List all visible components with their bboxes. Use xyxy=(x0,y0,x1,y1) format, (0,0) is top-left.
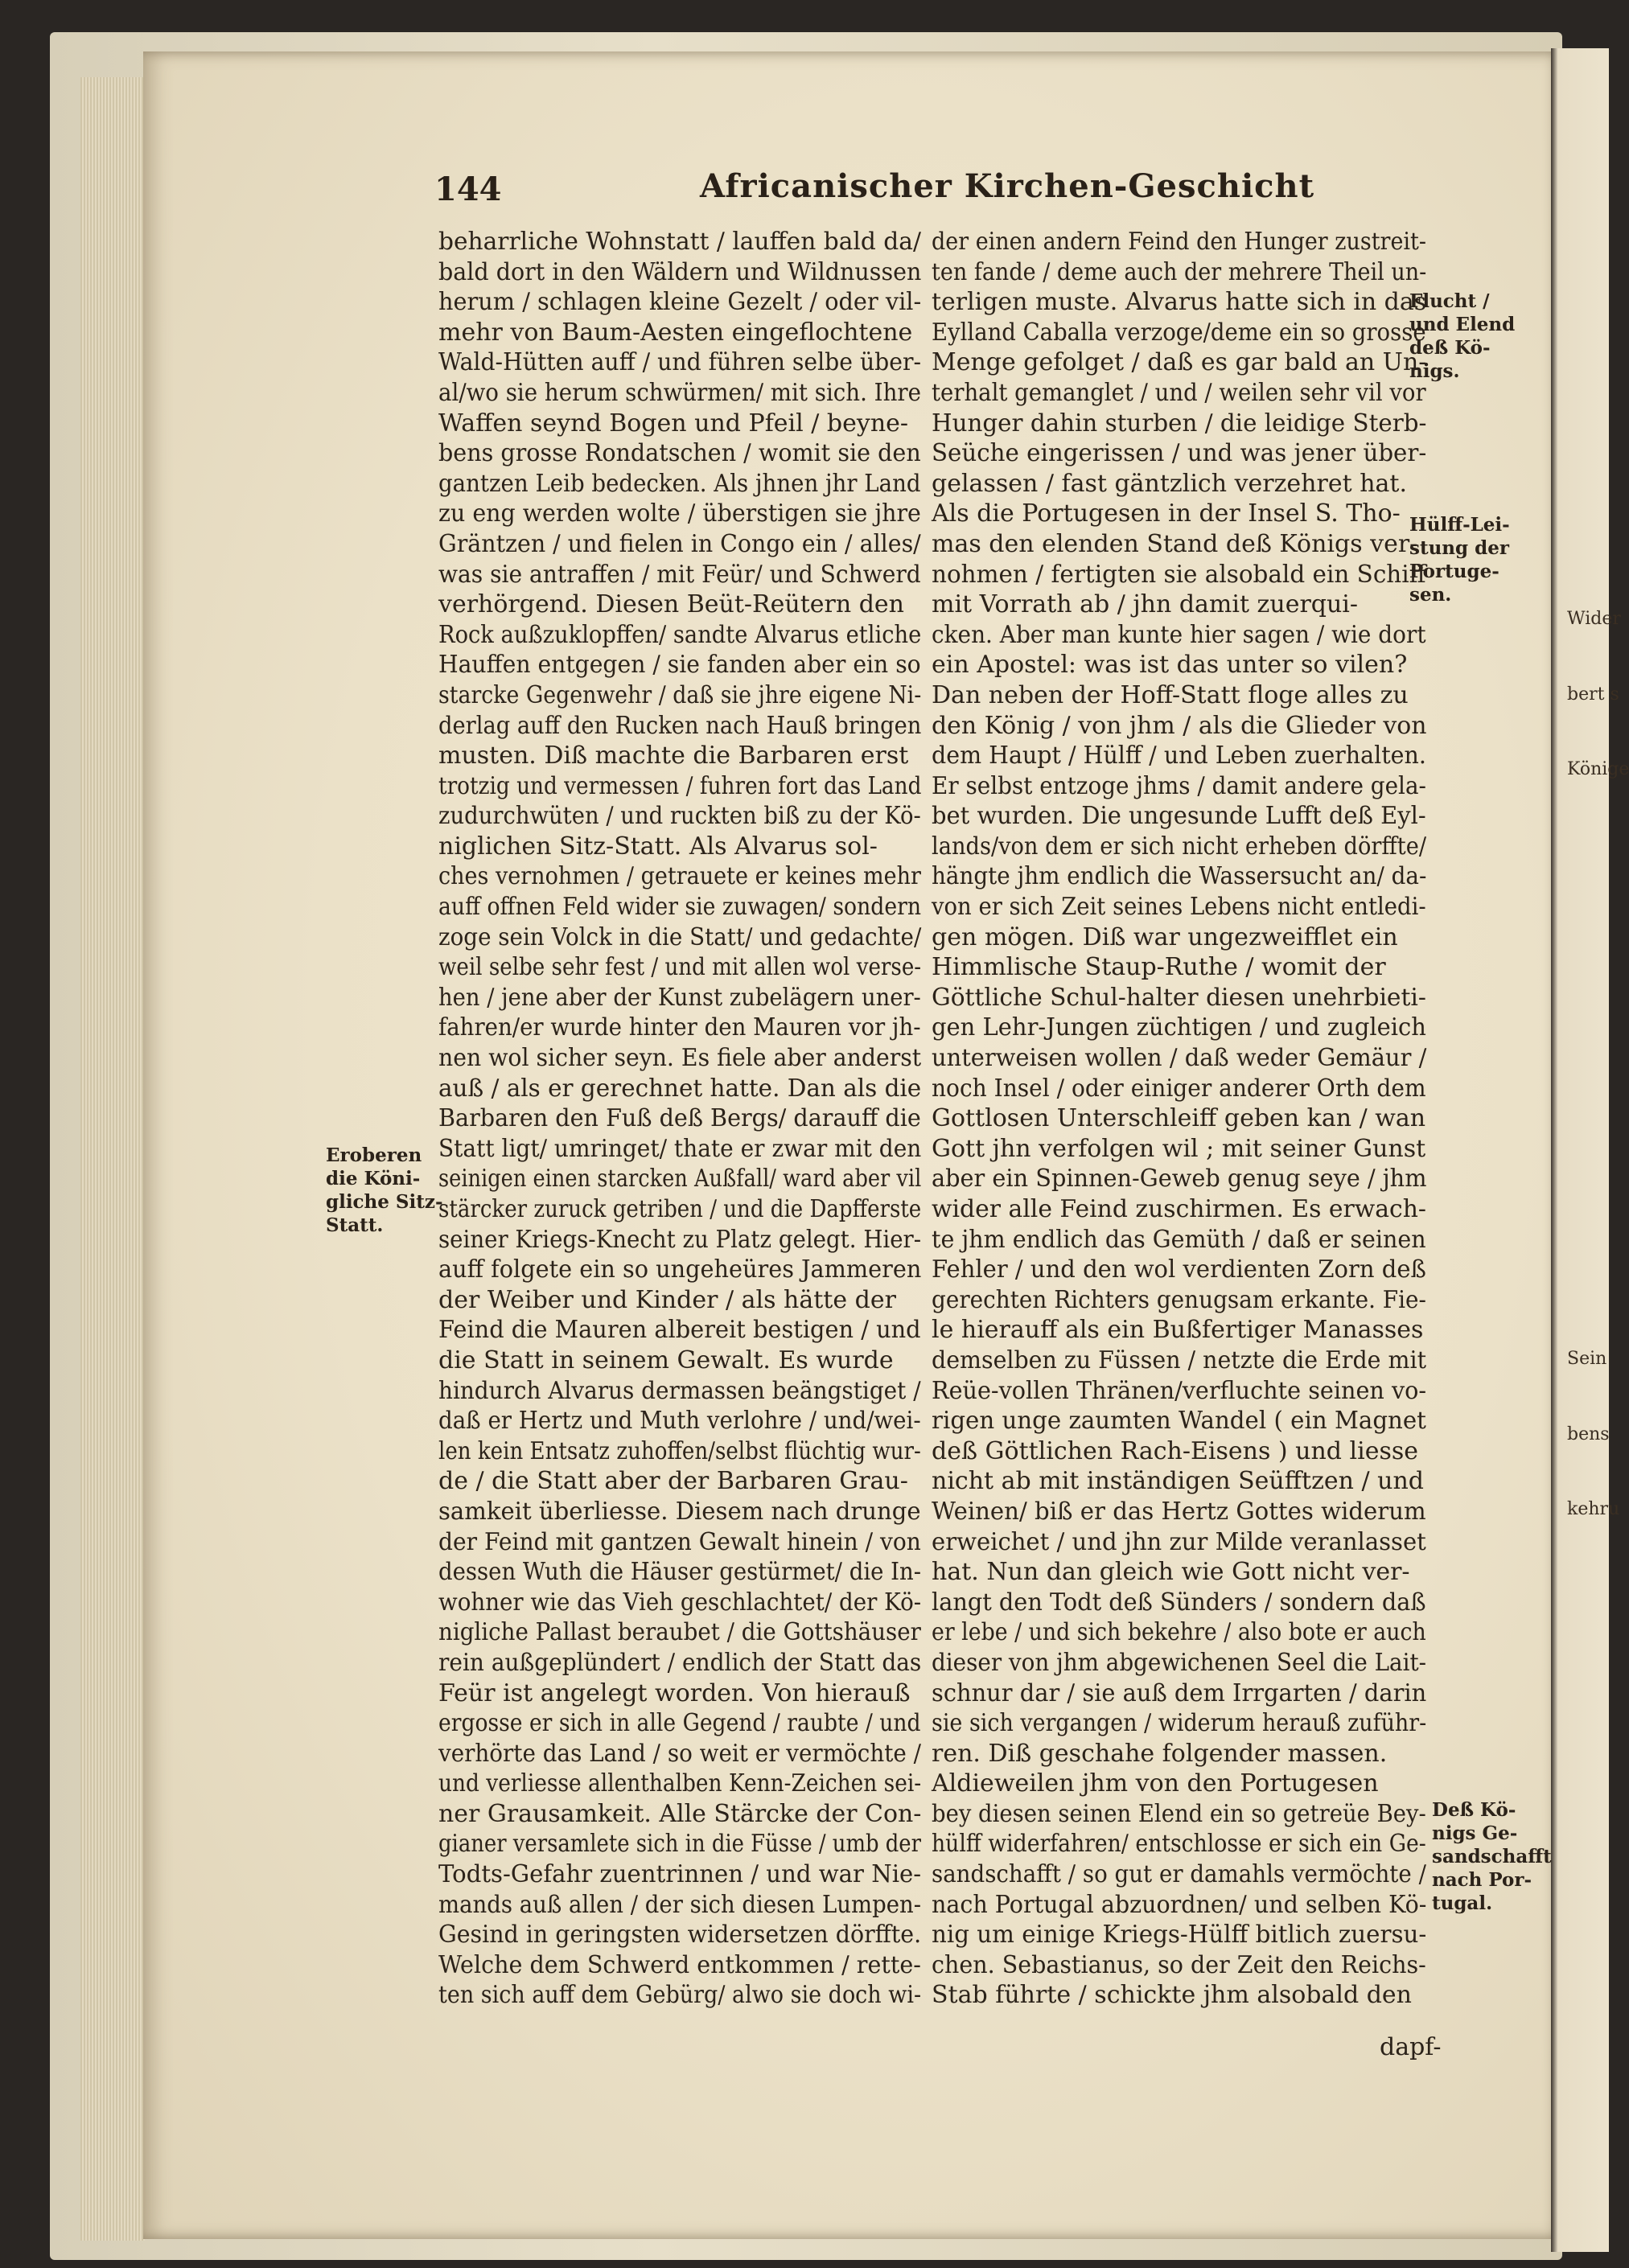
margin-note-line: nach Por- xyxy=(1432,1869,1532,1891)
text-line: nig um einige Kriegs-Hülff bitlich zuersu- xyxy=(932,1921,1427,1950)
text-line: die Statt in seinem Gewalt. Es wurde xyxy=(438,1346,894,1374)
fragment-line: bert s xyxy=(1567,684,1619,705)
text-line: Aldieweilen jhm von den Portugesen xyxy=(932,1769,1379,1798)
running-title: Africanischer Kirchen-Geschicht xyxy=(700,167,1315,205)
text-line: sandschafft / so gut er damahls vermöchte / xyxy=(932,1860,1426,1889)
text-line: herum / schlagen kleine Gezelt / oder vil- xyxy=(438,288,922,317)
margin-note-line: sen. xyxy=(1409,584,1452,606)
margin-note-huelff xyxy=(1409,513,1510,606)
text-line: zoge sein Volck in die Statt/ und gedachte/ xyxy=(438,922,922,951)
text-line: Feür ist angelegt worden. Von hierauß xyxy=(438,1678,911,1707)
text-line: und verliesse allenthalben Kenn-Zeichen sei- xyxy=(438,1769,922,1798)
text-line: niglichen Sitz-Statt. Als Alvarus sol- xyxy=(438,832,878,861)
text-line: musten. Diß machte die Barbaren erst xyxy=(438,742,909,770)
margin-note-line: Deß Kö- xyxy=(1432,1799,1516,1821)
text-line: ren. Diß geschahe folgender massen. xyxy=(932,1739,1388,1768)
text-line: Todts-Gefahr zuentrinnen / und war Nie- xyxy=(438,1860,922,1889)
next-page-fragment-top xyxy=(1567,563,1629,834)
text-line: gantzen Leib bedecken. Als jhnen jhr Land xyxy=(438,469,921,498)
text-line: mehr von Baum-Aesten eingeflochtene xyxy=(438,318,913,347)
text-line: hängte jhm endlich die Wassersucht an/ da- xyxy=(932,862,1427,891)
margin-note-line: gliche Sitz- xyxy=(326,1191,443,1213)
text-line: bens grosse Rondatschen / womit sie den xyxy=(438,439,921,468)
text-line: mit Vorrath ab / jhn damit zuerqui- xyxy=(932,590,1359,619)
text-line: Seüche eingerissen / und was jener über- xyxy=(932,439,1427,468)
text-line: nach Portugal abzuordnen/ und selben Kö- xyxy=(932,1890,1427,1919)
text-line: nigliche Pallast beraubet / die Gottshäuser xyxy=(438,1618,921,1647)
text-line: seinigen einen starcken Außfall/ ward aber vil xyxy=(438,1165,922,1194)
text-line: terhalt gemanglet / und / weilen sehr vil vor xyxy=(932,378,1426,407)
margin-note-eroberen xyxy=(326,1144,443,1237)
text-line: gen mögen. Diß war ungezweifflet ein xyxy=(932,922,1398,951)
margin-note-line: die Köni- xyxy=(326,1168,421,1189)
text-line: Gottlosen Unterschleiff geben kan / wan xyxy=(932,1104,1426,1133)
text-line: von er sich Zeit seines Lebens nicht entledi- xyxy=(932,893,1426,922)
text-line: weil selbe sehr fest / und mit allen wol verse- xyxy=(438,953,922,982)
text-line: gianer versamlete sich in die Füsse / umb der xyxy=(438,1830,921,1859)
margin-note-line: Hülff-Lei- xyxy=(1409,514,1510,536)
text-line: verhörte das Land / so weit er vermöchte / xyxy=(438,1739,922,1768)
text-line: Stab führte / schickte jhm alsobald den xyxy=(932,1981,1412,2010)
text-line: dem Haupt / Hülff / und Leben zuerhalten. xyxy=(932,742,1426,770)
fragment-line: kehru xyxy=(1567,1499,1620,1520)
page-number: 144 xyxy=(434,171,502,208)
fragment-line: Sein xyxy=(1567,1349,1607,1369)
text-line: seiner Kriegs-Knecht zu Platz gelegt. Hier- xyxy=(438,1225,922,1254)
margin-note-flucht xyxy=(1409,290,1515,383)
text-line: Dan neben der Hoff-Statt floge alles zu xyxy=(932,680,1409,709)
text-line: rein außgeplündert / endlich der Statt das xyxy=(438,1648,922,1677)
text-line: der einen andern Feind den Hunger zustreit- xyxy=(932,228,1426,256)
text-line: noch Insel / oder einiger anderer Orth dem xyxy=(932,1074,1426,1103)
text-line: Weinen/ biß er das Hertz Gottes widerum xyxy=(932,1497,1426,1526)
text-line: hindurch Alvarus dermassen beängstiget / xyxy=(438,1376,921,1405)
text-line: Welche dem Schwerd entkommen / rette- xyxy=(438,1950,921,1979)
text-line: der Feind mit gantzen Gewalt hinein / von xyxy=(438,1527,921,1556)
text-line: was sie antraffen / mit Feür/ und Schwerd xyxy=(438,560,921,589)
text-line: Fehler / und den wol verdienten Zorn deß xyxy=(932,1255,1426,1284)
text-line: Wald-Hütten auff / und führen selbe über- xyxy=(438,348,922,377)
text-line: al/wo sie herum schwürmen/ mit sich. Ihre xyxy=(438,378,921,407)
text-line: dieser von jhm abgewichenen Seel die Lait- xyxy=(932,1648,1427,1677)
text-line: chen. Sebastianus, so der Zeit den Reichs- xyxy=(932,1950,1426,1979)
text-line: samkeit überliesse. Diesem nach drunge xyxy=(438,1497,921,1526)
margin-note-line: deß Kö- xyxy=(1409,337,1491,359)
text-line: starcke Gegenwehr / daß sie jhre eigene Ni- xyxy=(438,680,922,709)
text-line: Waffen seynd Bogen und Pfeil / beyne- xyxy=(438,409,909,438)
margin-note-line: tugal. xyxy=(1432,1892,1493,1914)
next-page-edge xyxy=(1551,48,1629,2252)
text-line: Hunger dahin sturben / die leidige Sterb- xyxy=(932,409,1427,438)
margin-note-line: nigs. xyxy=(1409,360,1460,382)
margin-note-line: und Elend xyxy=(1409,314,1516,335)
margin-note-line: stung der xyxy=(1409,537,1509,559)
text-line: rigen unge zaumten Wandel ( ein Magnet xyxy=(932,1407,1426,1436)
text-line: mas den elenden Stand deß Königs ver- xyxy=(932,529,1418,558)
text-line: den König / von jhm / als die Glieder von xyxy=(932,711,1427,740)
text-line: nen wol sicher seyn. Es fiele aber anderst xyxy=(438,1044,922,1073)
text-line: derlag auff den Rucken nach Hauß bringen xyxy=(438,711,922,740)
text-line: Himmlische Staup-Ruthe / womit der xyxy=(932,953,1386,982)
text-line: de / die Statt aber der Barbaren Grau- xyxy=(438,1467,908,1496)
text-line: auff offnen Feld wider sie zuwagen/ sondern xyxy=(438,893,922,922)
text-line: Menge gefolget / daß es gar bald an Un- xyxy=(932,348,1427,377)
margin-note-line: Eroberen xyxy=(326,1144,422,1166)
text-line: erweichet / und jhn zur Milde veranlasset xyxy=(932,1527,1426,1556)
text-line: bey diesen seinen Elend ein so getreüe Bey- xyxy=(932,1799,1426,1828)
text-line: bald dort in den Wäldern und Wildnussen xyxy=(438,257,922,286)
text-line: gelassen / fast gäntzlich verzehret hat. xyxy=(932,469,1407,498)
text-line: Rock außzuklopffen/ sandte Alvarus etliche xyxy=(438,620,922,649)
text-line: gen Lehr-Jungen züchtigen / und zugleich xyxy=(932,1013,1426,1042)
text-line: beharrliche Wohnstatt / lauffen bald da/ xyxy=(438,228,921,256)
text-line: gerechten Richters genugsam erkante. Fie- xyxy=(932,1285,1426,1314)
text-line: sie sich vergangen / widerum herauß zuführ- xyxy=(932,1709,1427,1738)
margin-note-line: nigs Ge- xyxy=(1432,1822,1518,1844)
text-line: Göttliche Schul-halter diesen unehrbieti- xyxy=(932,983,1426,1012)
text-line: deß Göttlichen Rach-Eisens ) und liesse xyxy=(932,1436,1419,1465)
text-line: Gräntzen / und fielen in Congo ein / alles/ xyxy=(438,529,921,558)
text-line: unterweisen wollen / daß weder Gemäur / xyxy=(932,1044,1427,1073)
text-line: aber ein Spinnen-Geweb genug seye / jhm xyxy=(932,1165,1427,1194)
text-line: ner Grausamkeit. Alle Stärcke der Con- xyxy=(438,1799,922,1828)
text-line: Statt ligt/ umringet/ thate er zwar mit den xyxy=(438,1134,922,1163)
text-line: Gesind in geringsten widersetzen dörffte. xyxy=(438,1921,922,1950)
text-line: Feind die Mauren albereit bestigen / und xyxy=(438,1316,921,1345)
next-page-fragment-middle xyxy=(1567,1303,1619,1574)
text-line: verhörgend. Diesen Beüt-Reütern den xyxy=(438,590,904,619)
text-line: langt den Todt deß Sünders / sondern daß xyxy=(932,1588,1426,1617)
text-line: mands auß allen / der sich diesen Lumpen- xyxy=(438,1890,922,1919)
text-line: fahren/er wurde hinter den Mauren vor jh- xyxy=(438,1013,921,1042)
text-line: demselben zu Füssen / netzte die Erde mit xyxy=(932,1346,1427,1374)
text-line: ches vernohmen / getrauete er keines mehr xyxy=(438,862,921,891)
text-line: Reüe-vollen Thränen/verfluchte seinen vo- xyxy=(932,1376,1427,1405)
text-line: ergosse er sich in alle Gegend / raubte / und xyxy=(438,1709,921,1738)
text-line: Eylland Caballa verzoge/deme ein so grosse xyxy=(932,318,1426,347)
text-line: daß er Hertz und Muth verlohre / und/wei- xyxy=(438,1407,921,1436)
text-line: bet wurden. Die ungesunde Lufft deß Eyl- xyxy=(932,802,1426,831)
text-line: wider alle Feind zuschirmen. Es erwach- xyxy=(932,1195,1426,1223)
fragment-line: Wider xyxy=(1567,609,1621,629)
text-line: len kein Entsatz zuhoffen/selbst flüchtig wur- xyxy=(438,1436,921,1465)
text-line: stärcker zuruck getriben / und die Dapfferste xyxy=(438,1195,922,1223)
text-line: ten sich auff dem Gebürg/ alwo sie doch wi- xyxy=(438,1981,922,2010)
text-line: wohner wie das Vieh geschlachtet/ der Kö- xyxy=(438,1588,922,1617)
right-text-column xyxy=(932,227,1426,2011)
left-text-column xyxy=(438,227,921,2011)
text-line: ten fande / deme auch der mehrere Theil un- xyxy=(932,257,1427,286)
text-line: nicht ab mit inständigen Seüfftzen / und xyxy=(932,1467,1424,1496)
margin-note-line: Statt. xyxy=(326,1214,384,1236)
text-line: nohmen / fertigten sie alsobald ein Schiff xyxy=(932,560,1426,589)
text-line: Gott jhn verfolgen wil ; mit seiner Gunst xyxy=(932,1134,1426,1163)
text-line: zu eng werden wolte / überstigen sie jhre xyxy=(438,499,921,528)
text-line: auß / als er gerechnet hatte. Dan als die xyxy=(438,1074,922,1103)
catchword: dapf- xyxy=(1380,2033,1442,2061)
margin-note-line: Flucht / xyxy=(1409,290,1490,312)
text-line: hen / jene aber der Kunst zubelägern uner- xyxy=(438,983,921,1012)
text-line: dessen Wuth die Häuser gestürmet/ die In- xyxy=(438,1558,922,1587)
text-line: hülff widerfahren/ entschlosse er sich ein Ge- xyxy=(932,1830,1426,1859)
text-line: er lebe / und sich bekehre / also bote er auch xyxy=(932,1618,1426,1647)
text-line: Als die Portugesen in der Insel S. Tho- xyxy=(932,499,1401,528)
margin-note-line: Portuge- xyxy=(1409,561,1499,582)
text-line: te jhm endlich das Gemüth / daß er seinen xyxy=(932,1225,1426,1254)
text-line: auff folgete ein so ungeheüres Jammeren xyxy=(438,1255,922,1284)
text-line: Hauffen entgegen / sie fanden aber ein so xyxy=(438,651,921,680)
text-line: ein Apostel: was ist das unter so vilen? xyxy=(932,651,1408,680)
text-line: schnur dar / sie auß dem Irrgarten / darin xyxy=(932,1678,1427,1707)
text-line: lands/von dem er sich nicht erheben dörffte/ xyxy=(932,832,1427,861)
margin-note-gesandschafft xyxy=(1432,1798,1552,1915)
text-line: Barbaren den Fuß deß Bergs/ darauff die xyxy=(438,1104,921,1133)
text-line: zudurchwüten / und ruckten biß zu der Kö- xyxy=(438,802,921,831)
text-line: Er selbst entzoge jhms / damit andere gela- xyxy=(932,771,1426,800)
text-line: terligen muste. Alvarus hatte sich in das xyxy=(932,288,1427,317)
page-stack-edge xyxy=(80,77,145,2241)
text-line: der Weiber und Kinder / als hätte der xyxy=(438,1285,896,1314)
text-line: cken. Aber man kunte hier sagen / wie dort xyxy=(932,620,1426,649)
text-line: trotzig und vermessen / fuhren fort das Land xyxy=(438,771,922,800)
text-line: le hierauff als ein Bußfertiger Manasses xyxy=(932,1316,1424,1345)
text-line: hat. Nun dan gleich wie Gott nicht ver- xyxy=(932,1558,1410,1587)
fragment-line: bens xyxy=(1567,1424,1610,1444)
margin-note-line: sandschafft xyxy=(1432,1846,1552,1867)
fragment-line: Könige xyxy=(1567,759,1629,780)
